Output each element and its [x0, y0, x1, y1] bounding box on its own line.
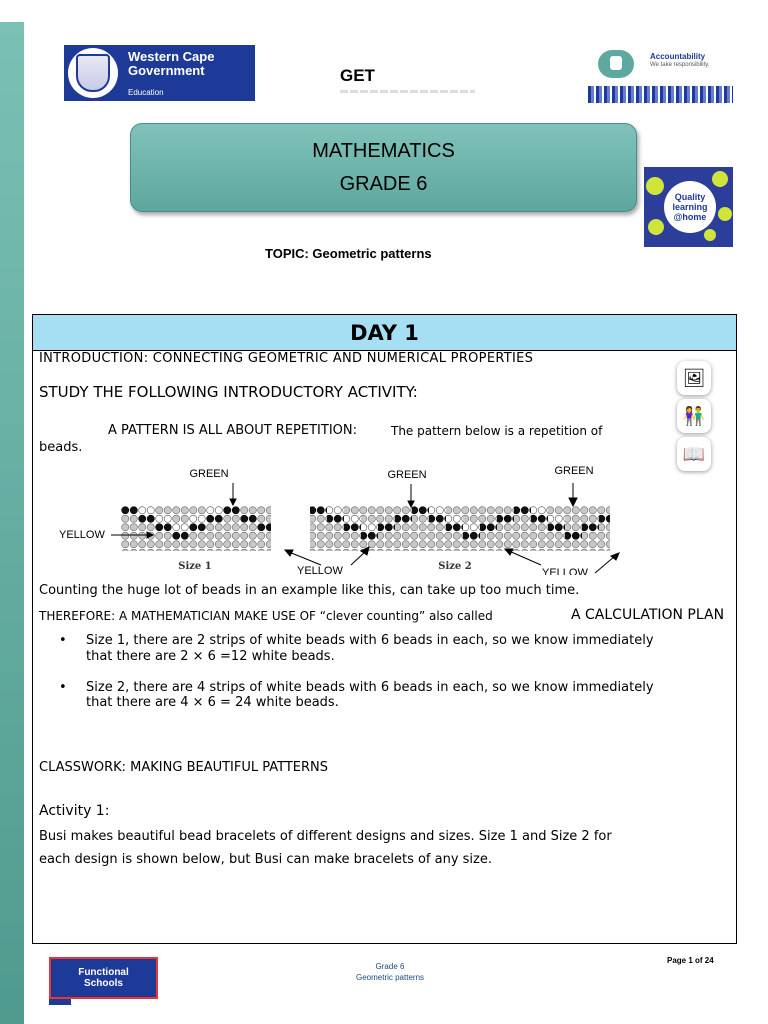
grade-title: GRADE 6 — [339, 172, 428, 195]
bullet-1-line-1: Size 1, there are 2 strips of white beads with 6 beads in each, so we know immediately — [86, 633, 654, 648]
side-icons — [677, 361, 727, 475]
study-heading: STUDY THE FOLLOWING INTRODUCTORY ACTIVITY: — [39, 383, 418, 401]
accountability-logo — [588, 46, 733, 103]
pattern-rest-2: beads. — [39, 440, 83, 455]
topic-heading: TOPIC: Geometric patterns — [265, 246, 432, 261]
functional-schools-text: Functional Schools — [78, 967, 129, 989]
title-banner — [130, 123, 637, 212]
logo-name: Western Cape Government — [128, 48, 215, 78]
get-underline — [340, 90, 475, 93]
bullet-dot: • — [59, 680, 67, 695]
calculation-plan-text: A CALCULATION PLAN — [571, 607, 725, 623]
teacher-board-icon: 🖼 — [677, 361, 711, 395]
side-decoration-bar — [0, 22, 24, 1024]
therefore-text: THEREFORE: A MATHEMATICIAN MAKE USE OF “clever counting” also called — [39, 609, 493, 623]
accountability-sub: We take responsibility. — [650, 62, 710, 68]
intro-text: INTRODUCTION: CONNECTING GEOMETRIC AND NUMERICAL PROPERTIES — [39, 351, 534, 366]
bullet-dot: • — [59, 633, 67, 648]
green-label-2: GREEN — [387, 469, 427, 481]
counting-text: Counting the huge lot of beads in an example like this, can take up too much time. — [39, 583, 580, 598]
hand-icon — [598, 50, 634, 78]
quality-learning-badge — [644, 167, 733, 247]
day-content-box — [32, 314, 737, 944]
functional-schools-logo — [49, 957, 158, 999]
yellow-label-2: YELLOW — [297, 565, 343, 575]
student-reading-icon: 📖 — [677, 437, 711, 471]
busi-text-1: Busi makes beautiful bead bracelets of different designs and sizes. Size 1 and Size 2 for — [39, 829, 612, 844]
bullet-1-line-2: that there are 2 × 6 =12 white beads. — [86, 649, 335, 664]
yellow-label-3: YELLOW — [542, 567, 588, 575]
accountability-strip — [588, 86, 733, 103]
size-2-caption: Size 2 — [438, 561, 472, 572]
quality-learning-text: Quality learning @home — [664, 181, 716, 233]
get-label: GET — [340, 66, 375, 85]
footer-grade: Grade 6 — [375, 962, 405, 971]
people-icon: 👫 — [677, 399, 711, 433]
footer-subject: Geometric patterns — [355, 973, 425, 982]
bead-pattern-figure — [53, 455, 643, 575]
classwork-heading: CLASSWORK: MAKING BEAUTIFUL PATTERNS — [39, 760, 329, 775]
coat-of-arms-icon — [68, 48, 118, 98]
logo-sub: Education — [128, 87, 164, 97]
green-label-1: GREEN — [189, 468, 229, 480]
footer-mini-logo — [49, 999, 71, 1005]
footer-center — [330, 961, 450, 983]
accountability-title: Accountability — [650, 52, 706, 61]
day-heading: DAY 1 — [33, 315, 736, 351]
western-cape-government-logo — [64, 45, 255, 101]
page-number: Page 1 of 24 — [667, 956, 714, 965]
green-label-3: GREEN — [554, 465, 594, 477]
pattern-rest: The pattern below is a repetition of — [391, 424, 603, 438]
size-1-caption: Size 1 — [178, 561, 212, 572]
yellow-label-1: YELLOW — [59, 529, 105, 541]
pattern-caps: A PATTERN IS ALL ABOUT REPETITION: — [108, 423, 357, 438]
subject-title: MATHEMATICS — [312, 139, 455, 162]
bullet-2-line-1: Size 2, there are 4 strips of white beads with 6 beads in each, so we know immediately — [86, 680, 654, 695]
activity-heading: Activity 1: — [39, 803, 110, 819]
bullet-2-line-2: that there are 4 × 6 = 24 white beads. — [86, 695, 339, 710]
busi-text-2: each design is shown below, but Busi can make bracelets of any size. — [39, 852, 493, 867]
